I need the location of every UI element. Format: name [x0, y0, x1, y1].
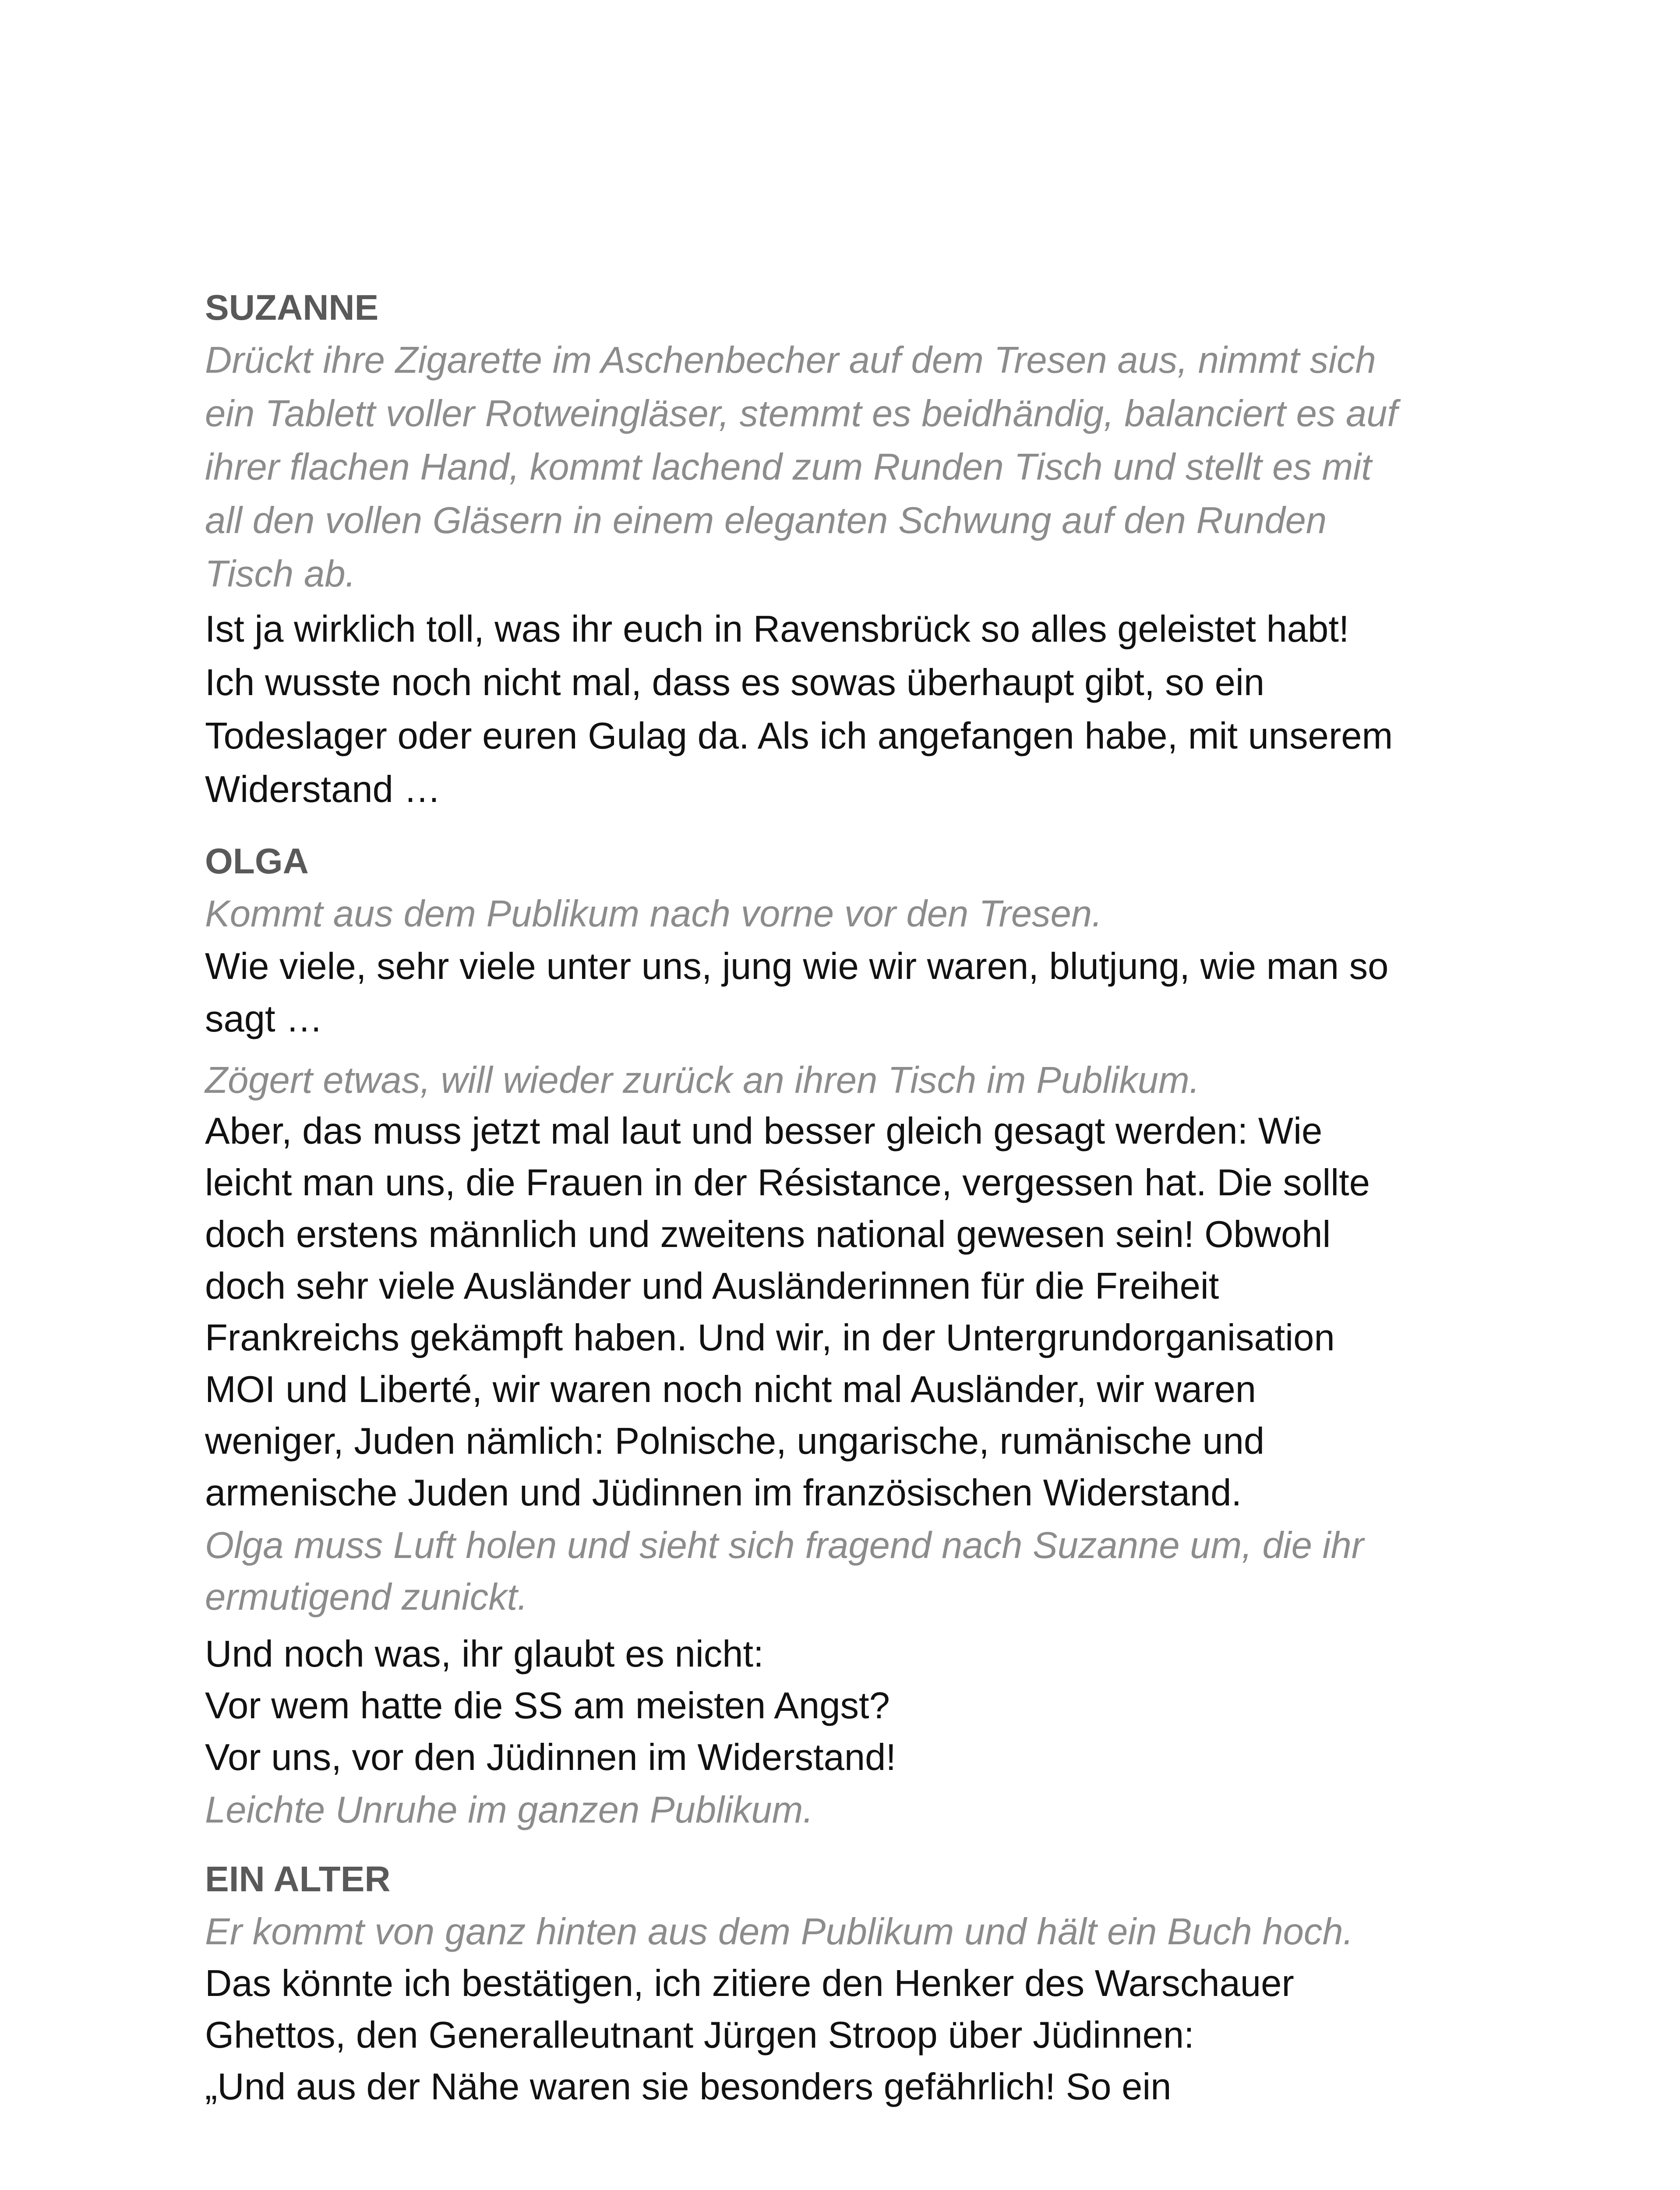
stage-direction-line: all den vollen Gläsern in einem eleganten Schwung auf den Runden — [205, 500, 1327, 541]
speaker-name: SUZANNE — [205, 288, 379, 328]
stage-direction-line: ermutigend zunickt. — [205, 1576, 528, 1618]
dialogue-line: weniger, Juden nämlich: Polnische, ungarische, rumänische und — [205, 1420, 1265, 1462]
dialogue-line: „Und aus der Nähe waren sie besonders gefährlich! So ein — [205, 2066, 1172, 2108]
dialogue-line: Ich wusste noch nicht mal, dass es sowas überhaupt gibt, so ein — [205, 662, 1265, 703]
dialogue-line: leicht man uns, die Frauen in der Résistance, vergessen hat. Die sollte — [205, 1162, 1370, 1204]
stage-direction-line: Kommt aus dem Publikum nach vorne vor den Tresen. — [205, 893, 1102, 935]
dialogue-line: Vor wem hatte die SS am meisten Angst? — [205, 1685, 890, 1727]
dialogue-line: armenische Juden und Jüdinnen im französischen Widerstand. — [205, 1472, 1242, 1514]
dialogue-line: MOI und Liberté, wir waren noch nicht mal Ausländer, wir waren — [205, 1369, 1256, 1410]
stage-direction-line: Zögert etwas, will wieder zurück an ihren Tisch im Publikum. — [205, 1060, 1200, 1101]
dialogue-line: Das könnte ich bestätigen, ich zitiere den Henker des Warschauer — [205, 1963, 1294, 2004]
dialogue-line: doch erstens männlich und zweitens national gewesen sein! Obwohl — [205, 1214, 1331, 1255]
dialogue-line: sagt … — [205, 998, 323, 1040]
dialogue-line: Aber, das muss jetzt mal laut und besser gleich gesagt werden: Wie — [205, 1110, 1323, 1152]
stage-direction-line: Olga muss Luft holen und sieht sich fragend nach Suzanne um, die ihr — [205, 1525, 1364, 1566]
speaker-name: OLGA — [205, 841, 309, 881]
dialogue-line: Wie viele, sehr viele unter uns, jung wie wir waren, blutjung, wie man so — [205, 946, 1389, 987]
dialogue-line: doch sehr viele Ausländer und Ausländerinnen für die Freiheit — [205, 1265, 1219, 1307]
dialogue-line: Ghettos, den Generalleutnant Jürgen Stroop über Jüdinnen: — [205, 2014, 1194, 2056]
dialogue-line: Ist ja wirklich toll, was ihr euch in Ravensbrück so alles geleistet habt! — [205, 608, 1349, 650]
stage-direction-line: ein Tablett voller Rotweingläser, stemmt es beidhändig, balanciert es auf — [205, 393, 1398, 434]
stage-direction-line: Leichte Unruhe im ganzen Publikum. — [205, 1789, 814, 1831]
dialogue-line: Und noch was, ihr glaubt es nicht: — [205, 1633, 764, 1675]
dialogue-line: Widerstand … — [205, 769, 441, 810]
dialogue-line: Todeslager oder euren Gulag da. Als ich angefangen habe, mit unserem — [205, 715, 1393, 757]
stage-direction-line: ihrer flachen Hand, kommt lachend zum Runden Tisch und stellt es mit — [205, 446, 1372, 488]
dialogue-line: Vor uns, vor den Jüdinnen im Widerstand! — [205, 1737, 896, 1778]
stage-direction-line: Er kommt von ganz hinten aus dem Publikum und hält ein Buch hoch. — [205, 1911, 1354, 1953]
speaker-name: EIN ALTER — [205, 1859, 391, 1899]
stage-direction-line: Tisch ab. — [205, 553, 356, 595]
stage-direction-line: Drückt ihre Zigarette im Aschenbecher auf dem Tresen aus, nimmt sich — [205, 339, 1376, 381]
dialogue-line: Frankreichs gekämpft haben. Und wir, in der Untergrundorganisation — [205, 1317, 1335, 1359]
